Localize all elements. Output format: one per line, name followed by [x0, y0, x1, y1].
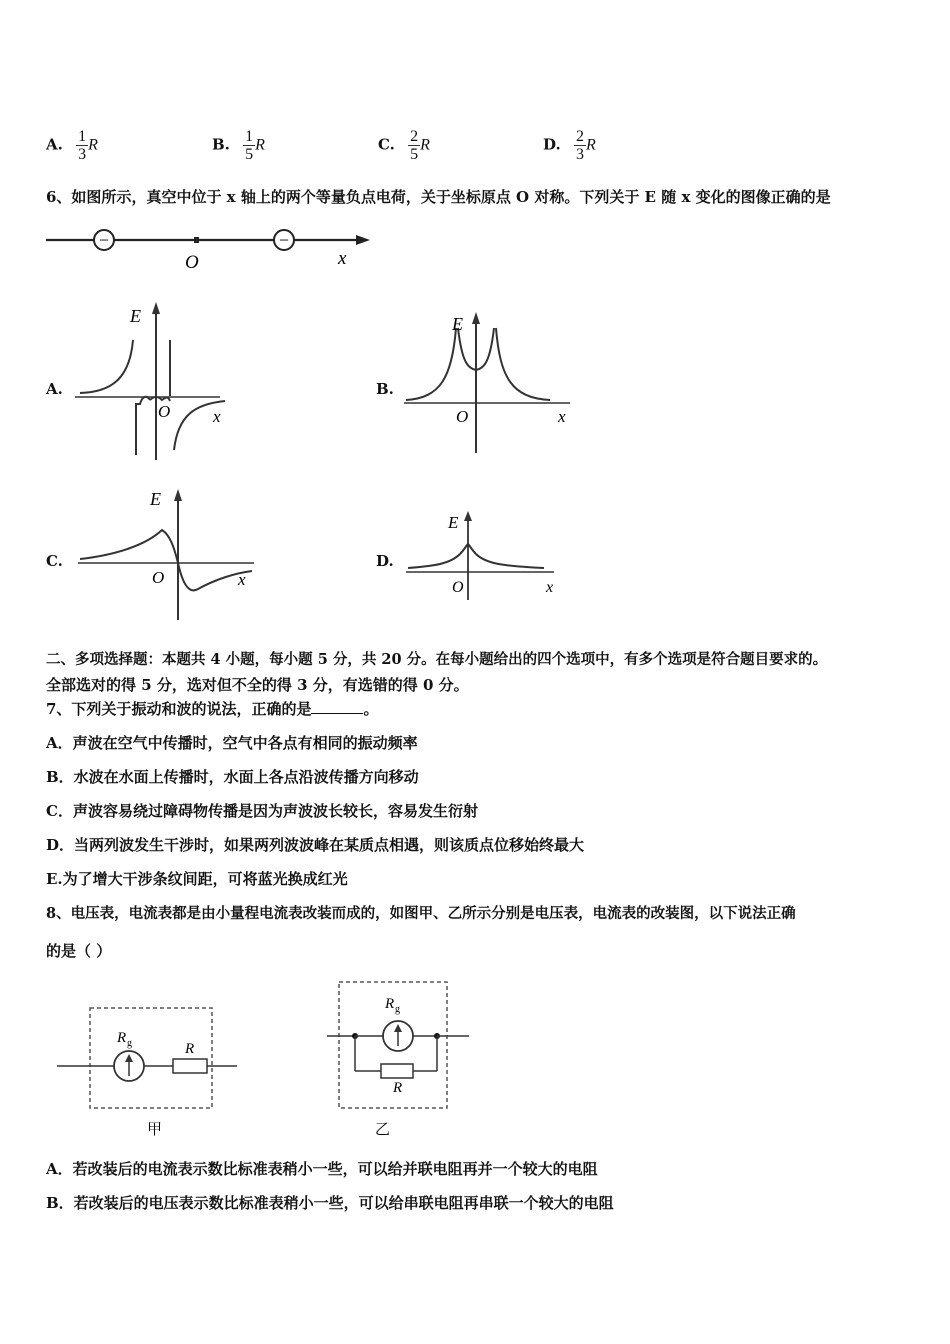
unit-r: R [420, 136, 430, 154]
circuit-yi [325, 978, 475, 1140]
graph-c [76, 485, 266, 625]
axis-arrow-icon [356, 235, 370, 245]
graph-b [400, 308, 580, 458]
fraction: $\frac{1}{5}$ [245, 128, 254, 163]
x-label: x [238, 570, 246, 589]
answer-blank[interactable] [311, 699, 363, 714]
field-curve [408, 544, 544, 568]
section2-line2: 全部选对的得 5 分，选对但不全的得 3 分，有选错的得 0 分。 [46, 676, 469, 694]
curve-inner-left [458, 328, 476, 370]
y-label: E [150, 489, 161, 509]
curve-mid-left [136, 397, 150, 455]
q7-stem-end: 。 [363, 700, 379, 718]
q7-option-b: B．水波在水面上传播时，水面上各点沿波传播方向移动 [46, 768, 419, 786]
y-arrow-icon [174, 489, 182, 501]
meter-subscript: g [127, 1038, 132, 1049]
y-label: E [448, 513, 459, 532]
meter-subscript: g [395, 1004, 400, 1015]
q8-stem-line2: 的是（ ） [46, 942, 112, 960]
axis-label: x [338, 248, 347, 269]
graph-b-label: B. [376, 380, 394, 398]
origin-label: O [456, 407, 469, 426]
caption-yi: 乙 [375, 1122, 391, 1138]
unit-r: R [255, 136, 265, 154]
q7-option-e: E.为了增大干涉条纹间距，可将蓝光换成红光 [46, 870, 348, 888]
option-label: D. [543, 135, 561, 154]
q6-stem: 6、如图所示，真空中位于 x 轴上的两个等量负点电荷，关于坐标原点 O 对称。下列关于 E 随 x 变化的图像正确的是 [46, 188, 831, 206]
curve-left [80, 340, 133, 393]
y-label: E [130, 306, 141, 326]
meter-label: R [117, 1030, 127, 1046]
q5-option-a [46, 128, 98, 163]
unit-r: R [88, 136, 98, 154]
graph-a-label: A. [46, 380, 63, 398]
q8-stem-line1: 8、电压表，电流表都是由小量程电流表改装而成的，如图甲、乙所示分别是电压表，电流表的改装图，以下说法正确 [46, 905, 796, 922]
fraction: $\frac{2}{3}$ [575, 128, 584, 163]
q5-option-b [212, 128, 265, 163]
option-label: A. [46, 135, 63, 154]
field-curve [80, 530, 252, 590]
graph-c-label: C. [46, 552, 63, 570]
origin-point [194, 237, 199, 243]
q7-stem [46, 698, 378, 719]
x-label: x [546, 579, 554, 596]
y-arrow-icon [152, 302, 160, 314]
unit-r: R [585, 136, 596, 154]
q6-charge-figure [40, 220, 380, 270]
curve-far-right [496, 328, 550, 400]
origin-label: O [185, 252, 199, 270]
q5-option-d [543, 128, 596, 163]
origin-label: O [152, 568, 165, 587]
q7-option-c: C．声波容易绕过障碍物传播是因为声波波长较长，容易发生衍射 [46, 802, 478, 820]
circuit-jia [55, 1000, 245, 1140]
origin-label: O [452, 579, 464, 596]
y-arrow-icon [472, 312, 480, 324]
curve-inner-right [476, 328, 494, 370]
q5-option-c [378, 128, 430, 163]
curve-far-left [406, 328, 456, 400]
fraction: $\frac{2}{5}$ [410, 128, 419, 163]
y-label: E [452, 314, 463, 334]
origin-label: O [158, 402, 171, 421]
resistor-label: R [393, 1080, 403, 1096]
option-label: C. [378, 135, 395, 154]
x-label: x [213, 407, 221, 426]
graph-a [70, 300, 260, 465]
q8-option-b: B．若改装后的电压表示数比标准表稍小一些，可以给串联电阻再串联一个较大的电阻 [46, 1194, 614, 1212]
x-label: x [558, 407, 566, 426]
resistor-label: R [185, 1041, 195, 1057]
q7-option-d: D．当两列波发生干涉时，如果两列波波峰在某质点相遇，则该质点位移始终最大 [46, 836, 585, 854]
fraction: $\frac{1}{3}$ [78, 128, 87, 163]
curve-center [150, 397, 170, 401]
caption-jia: 甲 [147, 1122, 163, 1138]
charge-sign: − [98, 230, 110, 250]
q7-stem-text: 7、下列关于振动和波的说法，正确的是 [46, 700, 312, 718]
resistor [173, 1059, 207, 1073]
q7-option-a: A．声波在空气中传播时，空气中各点有相同的振动频率 [46, 734, 418, 752]
section2-line1: 二、多项选择题：本题共 4 小题，每小题 5 分，共 20 分。在每小题给出的四个选项中，有多个选项是符合题目要求的。 [46, 651, 828, 668]
graph-d [404, 508, 564, 603]
dashed-box [90, 1008, 212, 1108]
y-arrow-icon [464, 511, 472, 521]
resistor [381, 1064, 413, 1078]
charge-sign: − [278, 230, 290, 250]
option-label: B. [212, 135, 230, 154]
graph-d-label: D. [376, 552, 394, 570]
q8-option-a: A．若改装后的电流表示数比标准表稍小一些，可以给并联电阻再并一个较大的电阻 [46, 1160, 598, 1178]
meter-label: R [385, 996, 395, 1012]
